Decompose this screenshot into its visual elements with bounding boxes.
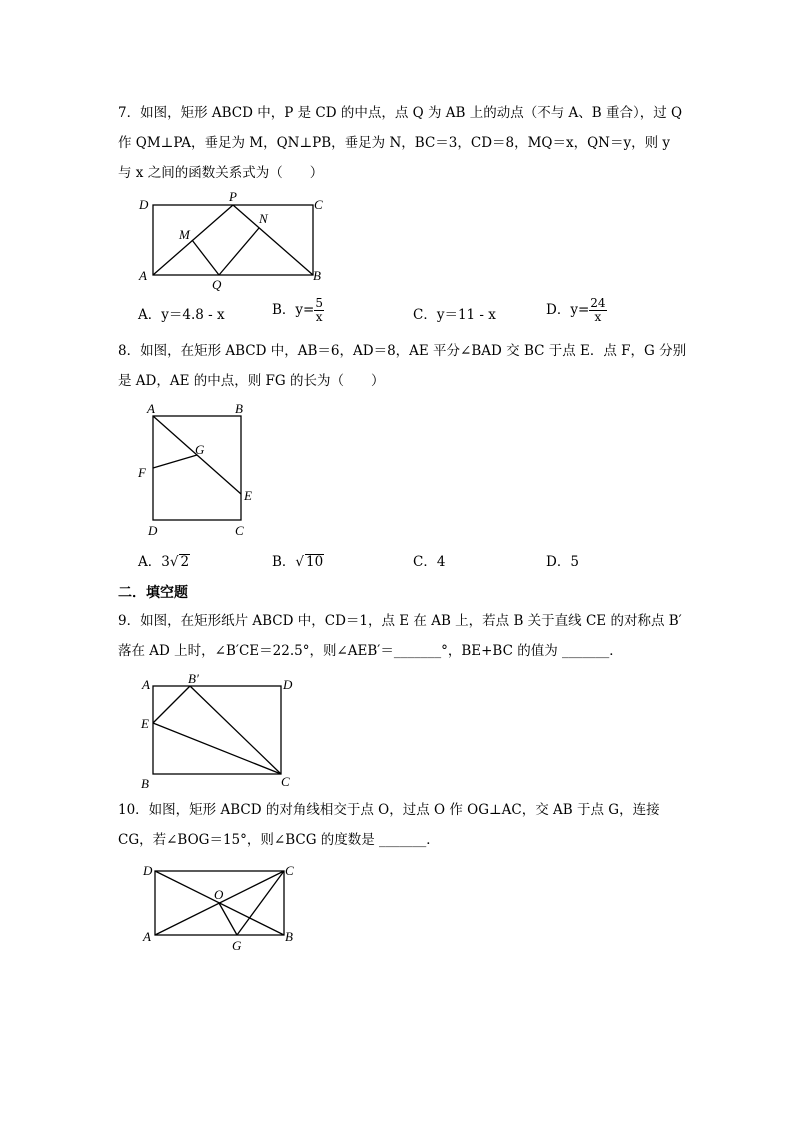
q9-label-b-prime: B′ xyxy=(188,671,199,686)
q7-line-1: 7．如图，矩形 ABCD 中，P 是 CD 的中点，点 Q 为 AB 上的动点（不与 A、B 重合），过 Q xyxy=(118,105,683,121)
q8-label-f: F xyxy=(138,465,146,480)
q9-label-c: C xyxy=(281,774,290,789)
q10-label-c: C xyxy=(285,863,294,878)
q9-label-d: D xyxy=(283,677,293,692)
q7-label-n: N xyxy=(259,211,268,226)
q10-label-g: G xyxy=(232,938,242,953)
q7-option-b-prefix: B．y= xyxy=(272,302,315,318)
q10-line-1: 10．如图，矩形 ABCD 的对角线相交于点 O，过点 O 作 OG⊥AC，交 AB 于点 G，连接 xyxy=(118,802,660,818)
q8-option-a-radical-sign: √ xyxy=(169,554,179,570)
q8-option-c[interactable]: C．4 xyxy=(413,554,446,570)
q8-option-a-radicand: 2 xyxy=(180,554,190,570)
q8-line-1: 8．如图，在矩形 ABCD 中，AB＝6，AD＝8，AE 平分∠BAD 交 BC 于点 E．点 F，G 分别 xyxy=(118,343,687,359)
q7-label-c: C xyxy=(314,197,323,212)
q7-option-d-denominator: x xyxy=(594,310,602,324)
q7-option-d-prefix: D．y= xyxy=(546,302,590,318)
section-2-heading: 二．填空题 xyxy=(118,585,188,601)
q7-option-b-denominator: x xyxy=(315,310,323,324)
q10-line-2: CG，若∠BOG＝15°，则∠BCG 的度数是 _______． xyxy=(118,832,440,848)
q7-label-q: Q xyxy=(212,277,222,292)
q10-label-o: O xyxy=(214,887,224,902)
q7-option-c[interactable]: C．y＝11 - x xyxy=(413,307,496,323)
q8-option-b-radicand: 10 xyxy=(306,554,324,570)
q8-option-b-radical-sign: √ xyxy=(295,554,305,570)
q9-label-b: B xyxy=(141,776,149,791)
q8-option-d[interactable]: D．5 xyxy=(546,554,579,570)
q7-option-a[interactable]: A．y＝4.8 - x xyxy=(138,307,225,323)
q10-label-d: D xyxy=(143,863,153,878)
q7-label-a: A xyxy=(139,268,147,283)
q8-line-2: 是 AD，AE 的中点，则 FG 的长为（ ） xyxy=(118,373,385,389)
q7-line-3: 与 x 之间的函数关系式为（ ） xyxy=(118,165,324,181)
q7-line-2: 作 QM⊥PA，垂足为 M，QN⊥PB，垂足为 N，BC＝3，CD＝8，MQ＝x，QN＝y，则 y xyxy=(118,135,671,151)
q9-label-e: E xyxy=(141,716,149,731)
q7-option-b-numerator: 5 xyxy=(315,296,323,310)
q7-label-p: P xyxy=(229,189,237,204)
q7-label-d: D xyxy=(139,197,149,212)
q9-line-1: 9．如图，在矩形纸片 ABCD 中，CD＝1，点 E 在 AB 上，若点 B 关于直线 CE 的对称点 B′ xyxy=(118,613,682,629)
q8-option-a-prefix: A．3 xyxy=(138,554,170,570)
q8-label-b: B xyxy=(235,401,243,416)
q8-label-d: D xyxy=(148,523,158,538)
q8-label-e: E xyxy=(244,488,252,503)
q9-line-2: 落在 AD 上时，∠B′CE＝22.5°，则∠AEB′＝_______°，BE+BC 的值为 _______． xyxy=(118,643,623,659)
q10-line-gc xyxy=(237,871,284,935)
q8-label-a: A xyxy=(147,401,155,416)
q7-label-b: B xyxy=(313,268,321,283)
q8-label-c: C xyxy=(235,523,244,538)
q7-label-m: M xyxy=(179,227,190,242)
q7-option-d-numerator: 24 xyxy=(590,296,606,310)
q8-label-g: G xyxy=(195,442,205,457)
q9-label-a: A xyxy=(142,677,150,692)
q8-option-b-prefix: B． xyxy=(272,554,296,570)
q10-label-a: A xyxy=(143,929,151,944)
q10-label-b: B xyxy=(285,929,293,944)
